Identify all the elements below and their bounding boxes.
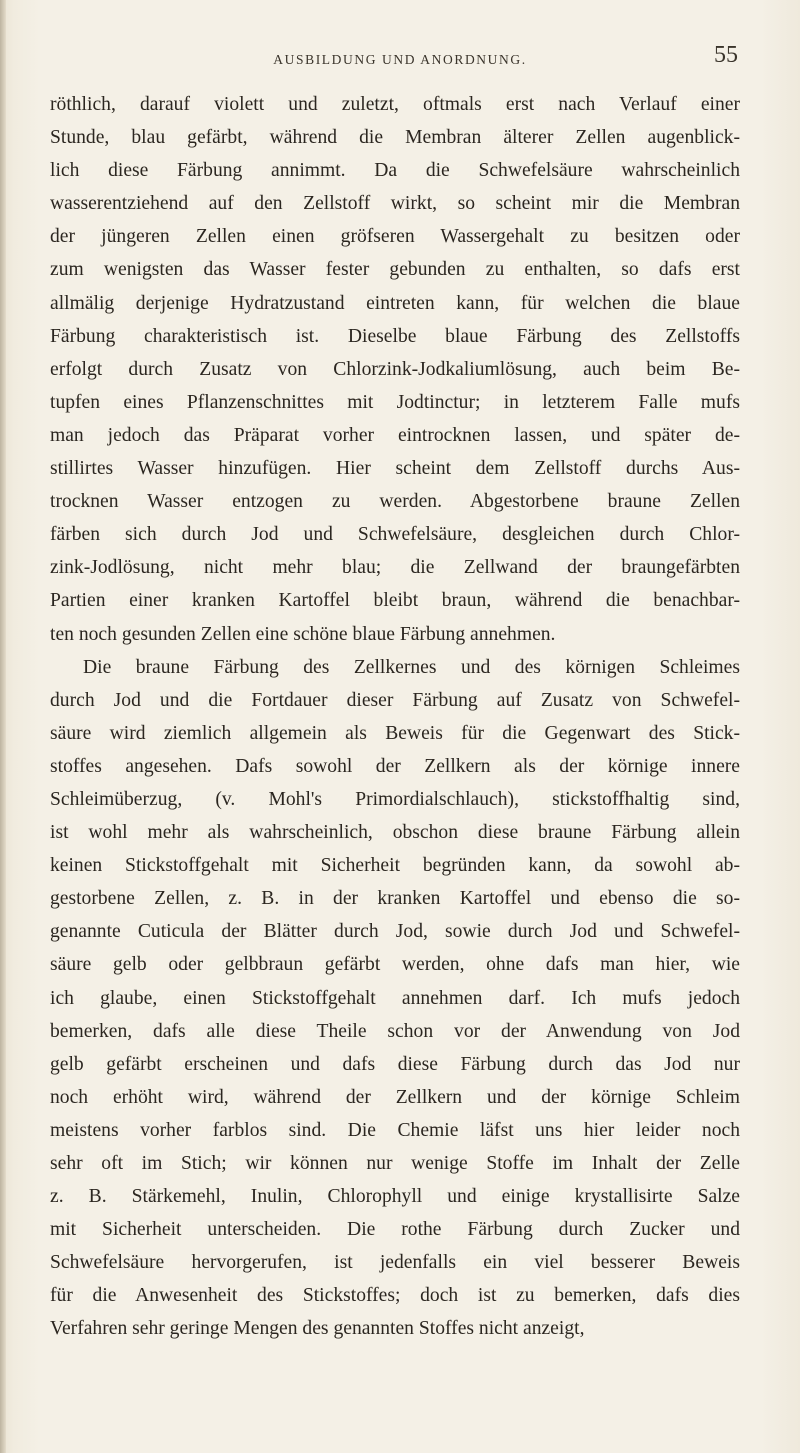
text-line: stillirtes Wasser hinzufügen. Hier scheint dem Zellstoff durchs Aus- [50, 458, 740, 480]
text-line: Partien einer kranken Kartoffel bleibt braun, während die benachbar- [50, 590, 740, 612]
text-line: gelb gefärbt erscheinen und dafs diese Färbung durch das Jod nur [50, 1053, 740, 1075]
text-line: meistens vorher farblos sind. Die Chemie läfst uns hier leider noch [50, 1119, 740, 1141]
text-line: Färbung charakteristisch ist. Dieselbe blaue Färbung des Zellstoffs [50, 325, 740, 347]
text-line: man jedoch das Präparat vorher eintrocknen lassen, und später de- [50, 424, 740, 446]
text-line: noch erhöht wird, während der Zellkern und der körnige Schleim [50, 1086, 740, 1108]
text-line: bemerken, dafs alle diese Theile schon vor der Anwendung von Jod [50, 1020, 740, 1042]
text-line: mit Sicherheit unterscheiden. Die rothe Färbung durch Zucker und [50, 1219, 740, 1241]
page-header [0, 42, 800, 82]
running-title: AUSBILDUNG UND ANORDNUNG. [273, 52, 527, 67]
text-line: färben sich durch Jod und Schwefelsäure, desgleichen durch Chlor- [50, 524, 740, 546]
text-line: keinen Stickstoffgehalt mit Sicherheit begründen kann, da sowohl ab- [50, 855, 740, 877]
text-line: ist wohl mehr als wahrscheinlich, obschon diese braune Färbung allein [50, 822, 740, 844]
page-number: 55 [714, 42, 738, 68]
text-line: säure gelb oder gelbbraun gefärbt werden, ohne dafs man hier, wie [50, 954, 740, 976]
page-binding-edge [0, 0, 6, 1453]
text-line: allmälig derjenige Hydratzustand eintreten kann, für welchen die blaue [50, 292, 740, 314]
text-line: Schwefelsäure hervorgerufen, ist jedenfalls ein viel besserer Beweis [50, 1252, 740, 1274]
text-line: der jüngeren Zellen einen gröfseren Wassergehalt zu besitzen oder [50, 226, 740, 248]
text-line: erfolgt durch Zusatz von Chlorzink-Jodkaliumlösung, auch beim Be- [50, 358, 740, 380]
text-line: stoffes angesehen. Dafs sowohl der Zellkern als der körnige innere [50, 755, 740, 777]
body-text [50, 88, 740, 1346]
text-line: für die Anwesenheit des Stickstoffes; doch ist zu bemerken, dafs dies [50, 1285, 740, 1307]
text-line: Schleimüberzug, (v. Mohl's Primordialschlauch), stickstoffhaltig sind, [50, 788, 740, 810]
text-line: wasserentziehend auf den Zellstoff wirkt, so scheint mir die Membran [50, 193, 740, 215]
paragraph-end-line: ten noch gesunden Zellen eine schöne blaue Färbung annehmen. [50, 623, 556, 645]
text-line: genannte Cuticula der Blätter durch Jod, sowie durch Jod und Schwefel- [50, 921, 740, 943]
text-line: gestorbene Zellen, z. B. in der kranken Kartoffel und ebenso die so- [50, 888, 740, 910]
text-line: durch Jod und die Fortdauer dieser Färbung auf Zusatz von Schwefel- [50, 689, 740, 711]
paragraph-start-line: Die braune Färbung des Zellkernes und des körnigen Schleimes [83, 656, 740, 678]
text-line: z. B. Stärkemehl, Inulin, Chlorophyll und einige krystallisirte Salze [50, 1186, 740, 1208]
text-line: trocknen Wasser entzogen zu werden. Abgestorbene braune Zellen [50, 491, 740, 513]
text-line: Stunde, blau gefärbt, während die Membran älterer Zellen augenblick- [50, 127, 740, 149]
text-line: säure wird ziemlich allgemein als Beweis für die Gegenwart des Stick- [50, 722, 740, 744]
text-line: ich glaube, einen Stickstoffgehalt annehmen darf. Ich mufs jedoch [50, 987, 740, 1009]
text-line: lich diese Färbung annimmt. Da die Schwefelsäure wahrscheinlich [50, 160, 740, 182]
text-line: Verfahren sehr geringe Mengen des genannten Stoffes nicht anzeigt, [50, 1318, 585, 1340]
text-line: sehr oft im Stich; wir können nur wenige Stoffe im Inhalt der Zelle [50, 1153, 740, 1174]
text-line: zum wenigsten das Wasser fester gebunden zu enthalten, so dafs erst [50, 259, 740, 281]
text-line: zink-Jodlösung, nicht mehr blau; die Zellwand der braungefärbten [50, 557, 740, 579]
text-line: tupfen eines Pflanzenschnittes mit Jodtinctur; in letzterem Falle mufs [50, 391, 740, 413]
text-line: röthlich, darauf violett und zuletzt, oftmals erst nach Verlauf einer [50, 94, 740, 115]
